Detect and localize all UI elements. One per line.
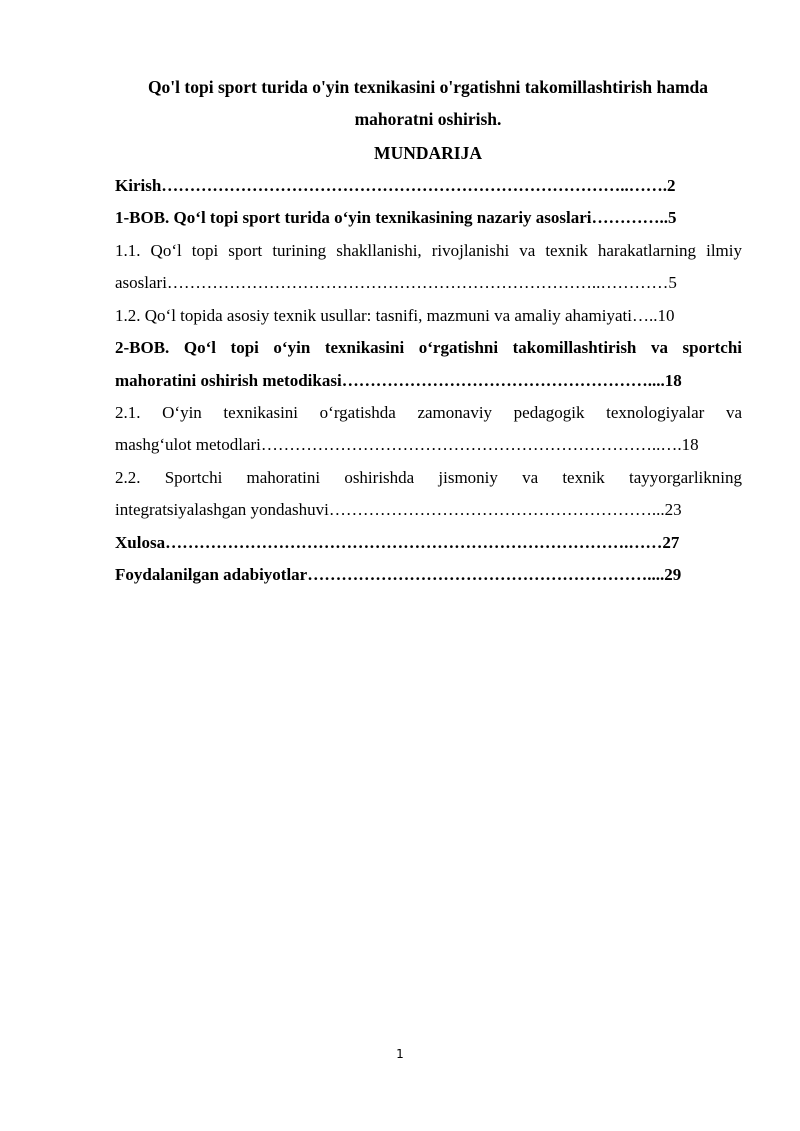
toc-entry-section-2-2-line-1: 2.2. Sportchi mahoratini oshirishda jismoniy va texnik tayyorgarlikning: [115, 468, 742, 487]
toc-entry-adabiyotlar: Foydalanilgan adabiyotlar……………………………………………………....29: [115, 565, 682, 584]
toc-entry-kirish: Kirish………………………………………………………………………..…….2: [115, 176, 676, 195]
toc-entry-chapter-1: 1-BOB. Qo‘l topi sport turida o‘yin texnikasining nazariy asoslari…………..5: [115, 208, 677, 227]
toc-heading: MUNDARIJA: [374, 143, 482, 163]
toc-entry-xulosa: Xulosa……………………………………………………………………….……27: [115, 533, 680, 552]
toc-entry-section-1-2: 1.2. Qo‘l topida asosiy texnik usullar: tasnifi, mazmuni va amaliy ahamiyati…..10: [115, 306, 675, 325]
toc-entry-section-1-1-line-2: asoslari…………………………………………………………………..…………5: [115, 273, 677, 292]
document-title-line-1: Qo'l topi sport turida o'yin texnikasini o'rgatishni takomillashtirish hamda: [147, 77, 709, 97]
toc-entry-section-2-1-line-2: mashg‘ulot metodlari……………………………………………………………..….18: [115, 435, 699, 454]
toc-entry-chapter-2-line-1: 2-BOB. Qo‘l topi o‘yin texnikasini o‘rgatishni takomillashtirish va sportchi: [115, 338, 742, 357]
toc-entry-section-2-1-line-1: 2.1. O‘yin texnikasini o‘rgatishda zamonaviy pedagogik texnologiyalar va: [115, 403, 742, 422]
toc-entry-section-2-2-line-2: integratsiyalashgan yondashuvi…………………………………………………...23: [115, 500, 682, 519]
toc-entry-chapter-2-line-2: mahoratini oshirish metodikasi………………………………………………....18: [115, 371, 682, 390]
toc-entry-section-1-1-line-1: 1.1. Qo‘l topi sport turining shakllanishi, rivojlanishi va texnik harakatlarning ilmiy: [115, 241, 742, 260]
page-number: 1: [396, 1047, 404, 1061]
document-title-line-2: mahoratni oshirish.: [354, 109, 502, 129]
